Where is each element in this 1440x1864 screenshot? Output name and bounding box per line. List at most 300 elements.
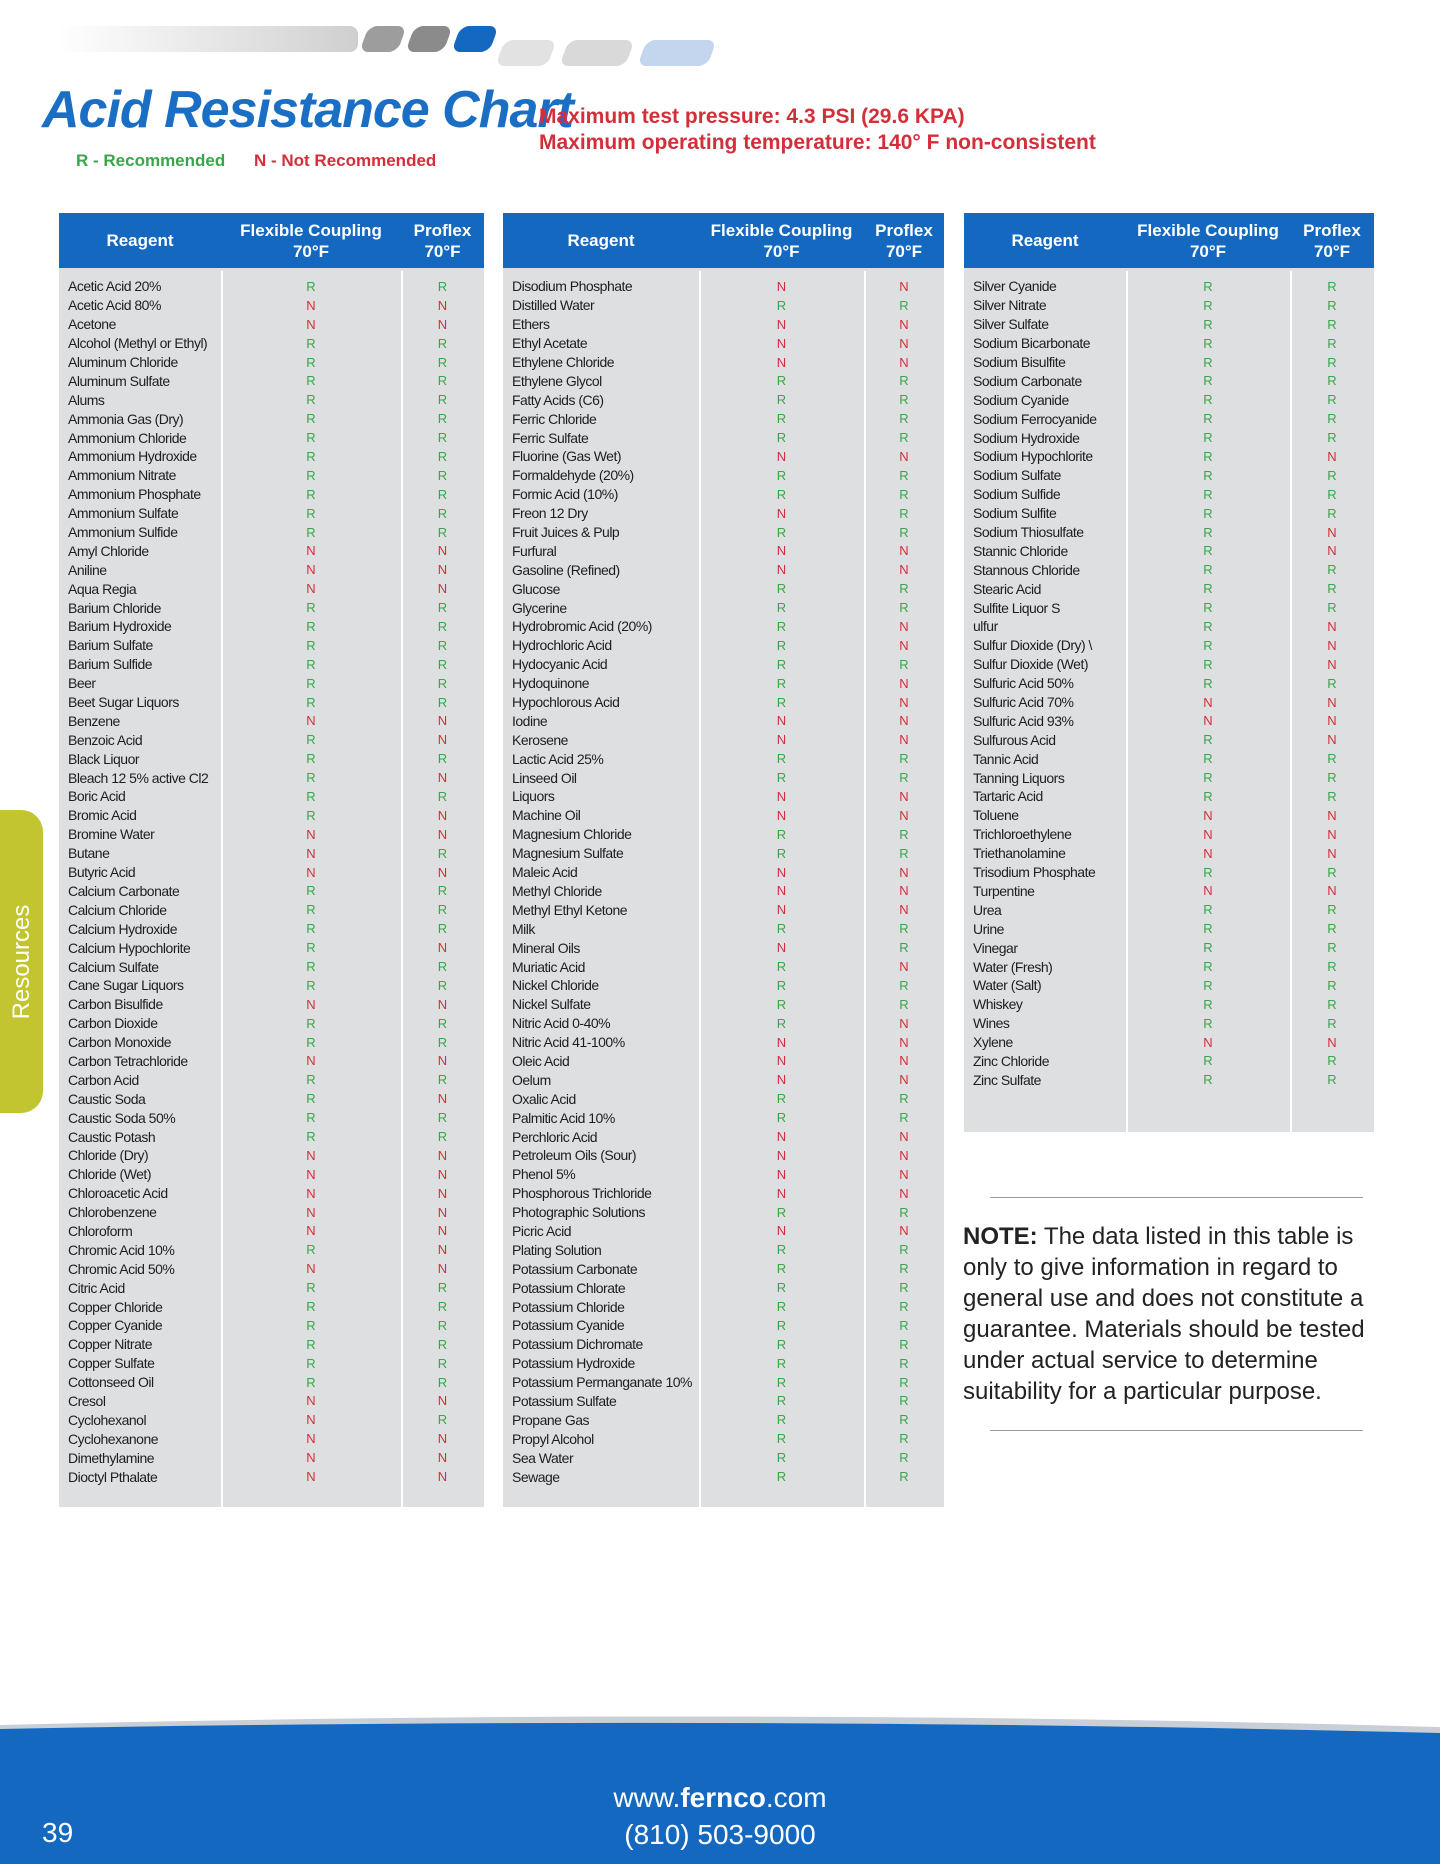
proflex-rating: N: [899, 448, 909, 464]
table-row: [59, 957, 484, 976]
table-row: [503, 1373, 944, 1392]
proflex-rating: R: [437, 430, 448, 446]
table-row: [59, 409, 484, 428]
flexible-coupling-rating: N: [306, 316, 316, 332]
proflex-rating: N: [1327, 524, 1337, 540]
reagent-name: Methyl Ethyl Ketone: [512, 901, 628, 918]
table-row: [964, 466, 1374, 485]
reagent-name: Black Liquor: [68, 750, 140, 767]
reagent-name: Potassium Permanganate 10%: [512, 1374, 692, 1391]
flexible-coupling-rating: R: [306, 902, 316, 918]
flexible-coupling-rating: R: [306, 977, 316, 993]
flexible-coupling-rating: R: [306, 637, 316, 653]
reagent-name: Sodium Hypochlorite: [973, 448, 1093, 465]
flexible-coupling-rating: R: [306, 278, 316, 294]
table-row: [964, 296, 1374, 315]
table-row: [59, 1448, 484, 1467]
table-row: [503, 1259, 944, 1278]
proflex-rating: N: [1327, 845, 1337, 861]
reagent-name: Cottonseed Oil: [68, 1374, 154, 1391]
table-row: [59, 1429, 484, 1448]
flexible-coupling-rating: N: [306, 1412, 316, 1428]
proflex-rating: R: [1327, 411, 1337, 427]
table-row: [503, 598, 944, 617]
table-row: [503, 882, 944, 901]
table-row: [964, 390, 1374, 409]
reagent-name: Mineral Oils: [512, 939, 580, 956]
reagent-name: Stearic Acid: [973, 580, 1041, 597]
proflex-rating: N: [1327, 883, 1337, 899]
table-row: [503, 1297, 944, 1316]
reagent-name: Potassium Hydroxide: [512, 1355, 635, 1372]
table-row: [59, 353, 484, 372]
table-row: [59, 655, 484, 674]
reagent-name: Magnesium Chloride: [512, 826, 632, 843]
flexible-coupling-rating: R: [776, 959, 787, 974]
proflex-rating: R: [899, 467, 909, 483]
reagent-name: Potassium Sulfate: [512, 1392, 617, 1409]
proflex-rating: R: [437, 883, 448, 899]
proflex-rating: N: [437, 864, 448, 880]
table-row: [503, 1278, 944, 1297]
flexible-coupling-rating: N: [776, 354, 787, 370]
reagent-name: Aluminum Sulfate: [68, 372, 170, 389]
reagent-name: Oxalic Acid: [512, 1090, 576, 1107]
flexible-coupling-rating: N: [776, 1053, 787, 1069]
reagent-name: Ethylene Chloride: [512, 354, 615, 370]
table-row: [59, 674, 484, 693]
proflex-rating: N: [899, 618, 909, 634]
reagent-name: Hydoquinone: [512, 675, 590, 692]
proflex-rating: R: [437, 656, 448, 672]
flexible-coupling-rating: R: [1203, 996, 1213, 1012]
reagent-name: Calcium Carbonate: [68, 882, 180, 899]
reagent-name: Benzene: [68, 712, 120, 729]
table-row: [59, 995, 484, 1014]
reagent-name: Benzoic Acid: [68, 731, 143, 748]
proflex-rating: N: [899, 1223, 909, 1239]
table-header: [503, 213, 944, 268]
flexible-coupling-rating: N: [776, 788, 787, 804]
flexible-coupling-rating: R: [306, 940, 316, 956]
proflex-rating: N: [437, 1091, 448, 1107]
flexible-coupling-rating: R: [306, 1280, 316, 1296]
flexible-coupling-rating: R: [306, 1091, 316, 1107]
proflex-rating: N: [899, 694, 909, 710]
reagent-name: Wines: [973, 1015, 1010, 1032]
reagent-name: Carbon Tetrachloride: [68, 1052, 188, 1069]
flexible-coupling-rating: R: [776, 581, 787, 597]
flexible-coupling-rating: N: [306, 1223, 316, 1239]
proflex-rating: N: [437, 1261, 448, 1277]
table-row: [59, 1335, 484, 1354]
proflex-rating: R: [1327, 940, 1337, 956]
flexible-coupling-rating: R: [1203, 335, 1213, 351]
table-row: [503, 1448, 944, 1467]
table-row: [503, 1014, 944, 1033]
flexible-coupling-rating: N: [776, 448, 787, 464]
flexible-coupling-rating: R: [776, 694, 787, 710]
table-row: [964, 674, 1374, 693]
proflex-rating: N: [899, 732, 909, 748]
flexible-coupling-rating: R: [776, 921, 787, 937]
table-row: [964, 957, 1374, 976]
flexible-coupling-rating: R: [306, 1299, 316, 1315]
table-row: [503, 1392, 944, 1411]
flexible-coupling-rating: R: [306, 1015, 316, 1031]
proflex-rating: R: [899, 1110, 909, 1126]
reagent-name: Barium Chloride: [68, 599, 161, 616]
table-row: [503, 919, 944, 938]
flexible-coupling-rating: N: [306, 1185, 316, 1201]
reagent-name: Formic Acid (10%): [512, 486, 618, 503]
table-row: [503, 1429, 944, 1448]
flexible-coupling-rating: R: [1203, 675, 1213, 691]
flexible-coupling-rating: N: [306, 1053, 316, 1069]
proflex-rating: R: [1327, 505, 1337, 521]
flexible-coupling-rating: R: [306, 1072, 316, 1088]
proflex-rating: R: [437, 1015, 448, 1031]
table-row: [59, 806, 484, 825]
reagent-name: Cresol: [68, 1392, 106, 1409]
flexible-coupling-rating: N: [306, 562, 316, 578]
reagent-name: Ammonium Phosphate: [68, 486, 201, 503]
reagent-name: Sulfite Liquor S: [973, 599, 1060, 616]
column-header-proflex: Proflex 70°F: [1303, 220, 1361, 261]
table-row: [59, 1052, 484, 1071]
table-row: [964, 617, 1374, 636]
proflex-rating: N: [437, 1223, 448, 1239]
proflex-rating: R: [899, 581, 909, 597]
table-row: [59, 598, 484, 617]
table-row: [503, 541, 944, 560]
reagent-name: Acetone: [68, 316, 116, 333]
flexible-coupling-rating: N: [776, 902, 787, 918]
reagent-name: Chromic Acid 50%: [68, 1260, 175, 1277]
flexible-coupling-rating: R: [776, 656, 787, 672]
flexible-coupling-rating: N: [776, 1223, 787, 1239]
phone-number: (810) 503-9000: [624, 1819, 816, 1850]
reagent-name: Barium Hydroxide: [68, 618, 172, 635]
table-row: [964, 655, 1374, 674]
table-row: [964, 636, 1374, 655]
table-row: [964, 749, 1374, 768]
flexible-coupling-rating: R: [776, 1015, 787, 1031]
reagent-name: Potassium Chlorate: [512, 1279, 626, 1296]
flexible-coupling-rating: R: [776, 430, 787, 446]
reagent-name: Xylene: [973, 1034, 1013, 1051]
reagent-name: Bromine Water: [68, 826, 155, 843]
table-row: [503, 1335, 944, 1354]
table-row: [503, 938, 944, 957]
proflex-rating: R: [899, 1280, 909, 1296]
reagent-name: Calcium Hydroxide: [68, 920, 177, 937]
reagent-name: Ammonium Chloride: [68, 429, 187, 446]
reagent-name: Caustic Soda: [68, 1090, 146, 1107]
flexible-coupling-rating: N: [306, 1469, 316, 1485]
reagent-name: Lactic Acid 25%: [512, 750, 604, 767]
flexible-coupling-rating: N: [776, 940, 787, 956]
table-row: [503, 693, 944, 712]
flexible-coupling-rating: R: [1203, 770, 1213, 786]
table-row: [964, 919, 1374, 938]
flexible-coupling-rating: N: [306, 543, 316, 559]
flexible-coupling-rating: R: [306, 1374, 316, 1390]
reagent-name: Water (Fresh): [973, 958, 1053, 975]
reagent-name: Fruit Juices & Pulp: [512, 524, 620, 541]
reagent-name: Tannic Acid: [973, 750, 1039, 767]
reagent-name: Ferric Sulfate: [512, 429, 589, 446]
reagent-name: Silver Nitrate: [973, 297, 1047, 314]
proflex-rating: R: [899, 656, 909, 672]
reagent-name: Potassium Dichromate: [512, 1336, 643, 1353]
reagent-name: Ethylene Glycol: [512, 372, 602, 389]
flexible-coupling-rating: R: [1203, 430, 1213, 446]
reagent-name: Hydrochloric Acid: [512, 637, 612, 654]
table-row: [503, 315, 944, 334]
reagent-name: Oelum: [512, 1071, 551, 1088]
table-row: [503, 1165, 944, 1184]
table-row: [964, 938, 1374, 957]
flexible-coupling-rating: R: [776, 1469, 787, 1485]
proflex-rating: R: [437, 921, 448, 937]
reagent-name: Sodium Bicarbonate: [973, 335, 1091, 352]
table-row: [503, 1467, 944, 1486]
flexible-coupling-rating: N: [1203, 694, 1213, 710]
flexible-coupling-rating: R: [1203, 505, 1213, 521]
proflex-rating: R: [899, 524, 909, 540]
flexible-coupling-rating: N: [1203, 807, 1213, 823]
flexible-coupling-rating: R: [1203, 637, 1213, 653]
table-row: [503, 334, 944, 353]
flexible-coupling-rating: N: [776, 1129, 787, 1145]
flexible-coupling-rating: R: [1203, 921, 1213, 937]
proflex-rating: N: [899, 316, 909, 332]
flexible-coupling-rating: N: [306, 1393, 316, 1409]
reagent-name: Chlorobenzene: [68, 1204, 157, 1221]
proflex-rating: R: [899, 1412, 909, 1428]
disclaimer-note: [963, 1221, 1383, 1407]
table-row: [59, 296, 484, 315]
proflex-rating: R: [899, 770, 909, 786]
table-row: [59, 560, 484, 579]
reagent-name: Barium Sulfide: [68, 656, 153, 673]
proflex-rating: R: [437, 1280, 448, 1296]
proflex-rating: R: [899, 1374, 909, 1390]
reagent-name: Bromic Acid: [68, 807, 137, 824]
flexible-coupling-rating: R: [306, 751, 316, 767]
website-link[interactable]: www.fernco.com: [613, 1782, 827, 1813]
flexible-coupling-rating: R: [306, 335, 316, 351]
proflex-rating: N: [437, 1431, 448, 1447]
table-row: [964, 428, 1374, 447]
flexible-coupling-rating: R: [1203, 1015, 1213, 1031]
reagent-name: Alums: [68, 391, 105, 408]
proflex-rating: N: [899, 675, 909, 691]
flexible-coupling-rating: R: [776, 486, 787, 502]
reagent-name: Fatty Acids (C6): [512, 391, 604, 408]
reagent-name: Stannic Chloride: [973, 542, 1068, 559]
reagent-name: Cyclohexanone: [68, 1430, 159, 1447]
reagent-name: Fluorine (Gas Wet): [512, 448, 621, 465]
reagent-name: Beet Sugar Liquors: [68, 694, 179, 711]
proflex-rating: R: [899, 845, 909, 861]
table-row: [503, 617, 944, 636]
reagent-name: Sodium Thiosulfate: [973, 524, 1084, 541]
flexible-coupling-rating: R: [306, 694, 316, 710]
proflex-rating: R: [1327, 996, 1337, 1012]
proflex-rating: R: [437, 1374, 448, 1390]
flexible-coupling-rating: N: [306, 1450, 316, 1466]
column-header-flexible-coupling: Flexible Coupling 70°F: [240, 220, 382, 261]
reagent-name: Ammonium Sulfate: [68, 505, 179, 522]
page-number: 39: [42, 1817, 74, 1848]
proflex-rating: N: [437, 1450, 448, 1466]
flexible-coupling-rating: R: [306, 430, 316, 446]
proflex-rating: R: [1327, 921, 1337, 937]
reagent-name: Petroleum Oils (Sour): [512, 1147, 637, 1164]
proflex-rating: R: [437, 675, 448, 691]
proflex-rating: R: [899, 826, 909, 842]
table-row: [503, 636, 944, 655]
table-row: [964, 787, 1374, 806]
flexible-coupling-rating: R: [1203, 316, 1213, 332]
flexible-coupling-rating: R: [306, 1129, 316, 1145]
proflex-rating: R: [437, 600, 448, 616]
reagent-name: Aluminum Chloride: [68, 354, 178, 370]
table-row: [964, 334, 1374, 353]
table-row: [59, 900, 484, 919]
reagent-name: Plating Solution: [512, 1241, 602, 1258]
reagent-name: Toluene: [973, 807, 1019, 824]
proflex-rating: R: [899, 940, 909, 956]
proflex-rating: R: [437, 1336, 448, 1352]
proflex-rating: R: [899, 505, 909, 521]
table-row: [59, 825, 484, 844]
flexible-coupling-rating: R: [306, 788, 316, 804]
flexible-coupling-rating: R: [1203, 902, 1213, 918]
flexible-coupling-rating: N: [306, 713, 316, 729]
table-row: [503, 1033, 944, 1052]
column-header-proflex: Proflex 70°F: [875, 220, 933, 261]
proflex-rating: R: [1327, 354, 1337, 370]
proflex-rating: N: [1327, 448, 1337, 464]
flexible-coupling-rating: R: [1203, 354, 1213, 370]
reagent-name: Butyric Acid: [68, 864, 136, 881]
flexible-coupling-rating: R: [306, 921, 316, 937]
table-row: [59, 523, 484, 542]
flexible-coupling-rating: R: [1203, 524, 1213, 540]
proflex-rating: R: [1327, 278, 1337, 294]
flexible-coupling-rating: R: [776, 637, 787, 653]
table-row: [503, 825, 944, 844]
proflex-rating: N: [1327, 807, 1337, 823]
proflex-rating: N: [899, 883, 909, 899]
proflex-rating: N: [1327, 732, 1337, 748]
flexible-coupling-rating: N: [306, 1204, 316, 1220]
proflex-rating: R: [437, 1072, 448, 1088]
resistance-table-3: [964, 213, 1374, 1132]
flexible-coupling-rating: R: [306, 732, 316, 748]
flexible-coupling-rating: N: [306, 826, 316, 842]
table-row: [503, 768, 944, 787]
flexible-coupling-rating: R: [776, 1299, 787, 1315]
reagent-name: Sulfur Dioxide (Dry) \: [973, 637, 1092, 654]
proflex-rating: R: [437, 959, 448, 974]
flexible-coupling-rating: R: [1203, 751, 1213, 767]
flexible-coupling-rating: N: [776, 1185, 787, 1201]
flexible-coupling-rating: N: [776, 732, 787, 748]
reagent-name: Nickel Sulfate: [512, 996, 591, 1013]
table-row: [503, 957, 944, 976]
flexible-coupling-rating: R: [306, 354, 316, 370]
reagent-name: ulfur: [973, 618, 998, 635]
table-row: [59, 1467, 484, 1486]
proflex-rating: N: [899, 1166, 909, 1182]
table-row: [964, 768, 1374, 787]
reagent-name: Potassium Carbonate: [512, 1260, 638, 1277]
flexible-coupling-rating: R: [306, 1355, 316, 1371]
flexible-coupling-rating: R: [776, 996, 787, 1012]
table-row: [503, 900, 944, 919]
proflex-rating: N: [1327, 1034, 1337, 1050]
note-text: The data listed in this table is only to give information in regard to general use and does not constitute a guarantee. Materials should be tested under actual service to determine suitability for a particular purpose.: [963, 1223, 1365, 1405]
table-row: [503, 371, 944, 390]
proflex-rating: N: [437, 562, 448, 578]
table-row: [503, 579, 944, 598]
table-row: [59, 1146, 484, 1165]
table-row: [503, 806, 944, 825]
table-row: [964, 371, 1374, 390]
reagent-name: Water (Salt): [973, 977, 1042, 994]
proflex-rating: N: [437, 1469, 448, 1485]
reagent-name: Potassium Cyanide: [512, 1317, 625, 1334]
proflex-rating: N: [899, 278, 909, 294]
reagent-name: Palmitic Acid 10%: [512, 1109, 615, 1126]
reagent-name: Ethers: [512, 316, 550, 333]
table-row: [964, 863, 1374, 882]
proflex-rating: N: [1327, 618, 1337, 634]
proflex-rating: R: [1327, 581, 1337, 597]
flexible-coupling-rating: R: [306, 1336, 316, 1352]
table-row: [503, 674, 944, 693]
table-row: [59, 1203, 484, 1222]
reagent-name: Disodium Phosphate: [512, 278, 633, 295]
table-row: [503, 1089, 944, 1108]
proflex-rating: R: [1327, 751, 1337, 767]
proflex-rating: N: [899, 713, 909, 729]
flexible-coupling-rating: R: [306, 524, 316, 540]
table-row: [59, 541, 484, 560]
table-row: [59, 938, 484, 957]
reagent-name: Chloride (Dry): [68, 1147, 149, 1164]
proflex-rating: N: [899, 788, 909, 804]
reagent-name: Tanning Liquors: [973, 769, 1065, 786]
flexible-coupling-rating: N: [1203, 845, 1213, 861]
reagent-name: Chloroacetic Acid: [68, 1185, 168, 1202]
table-row: [503, 390, 944, 409]
reagent-name: Sulfur Dioxide (Wet): [973, 656, 1089, 673]
table-row: [59, 617, 484, 636]
table-row: [59, 485, 484, 504]
table-row: [503, 504, 944, 523]
table-row: [964, 485, 1374, 504]
proflex-rating: N: [437, 940, 448, 956]
resources-side-tab[interactable]: [0, 810, 43, 1113]
proflex-rating: R: [1327, 770, 1337, 786]
flexible-coupling-rating: N: [776, 1147, 787, 1163]
reagent-name: Propane Gas: [512, 1411, 589, 1428]
